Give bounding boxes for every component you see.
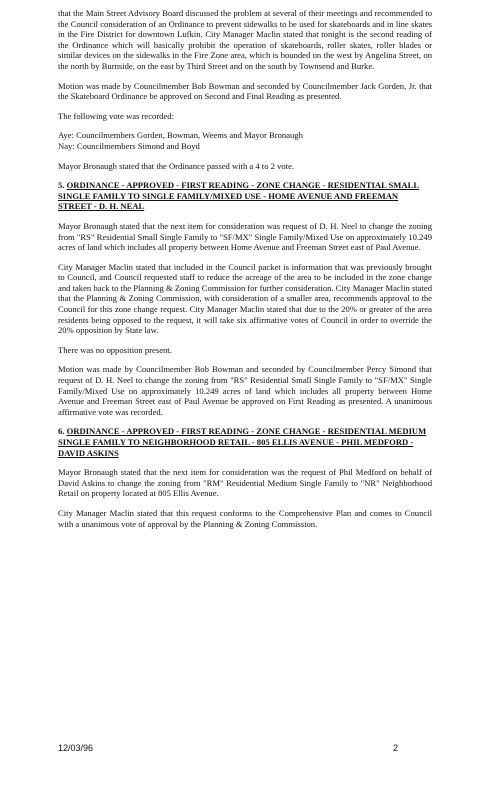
section-number: 6. <box>58 426 65 437</box>
vote-nays: Nay: Councilmembers Simond and Boyd <box>58 140 200 151</box>
page-footer <box>58 743 398 753</box>
vote-ayes: Aye: Councilmembers Gorden, Bowman, Weems and Mayor Bronaugh <box>58 130 303 141</box>
paragraph-maclin-medford: City Manager Maclin stated that this request conforms to the Comprehensive Plan and comes to Council with a unanimous vote of approval by the Planning & Zoning Commission. <box>58 507 432 529</box>
section-heading-6 <box>58 426 432 458</box>
paragraph-medford-request: Mayor Bronaugh stated that the next item for consideration was the request of Phil Medford on behalf of David Askins to change the zoning from "RM" Residential Medium Single Family to "NR" Neighborhood Retail on property located at 805 Ellis Avenue. <box>58 467 432 499</box>
footer-date: 12/03/96 <box>58 743 94 753</box>
section-heading-5 <box>58 180 432 212</box>
section-title: ORDINANCE - APPROVED - FIRST READING - ZONE CHANGE - RESIDENTIAL SMALL SINGLE FAMILY TO SINGLE FAMILY/MIXED USE - HOME AVENUE AND FREEMAN STREET - D. H. NEAL <box>58 180 420 212</box>
page-number: 2 <box>392 743 398 753</box>
paragraph-vote-intro: The following vote was recorded: <box>58 110 174 121</box>
paragraph-motion-skateboard: Motion was made by Councilmember Bob Bowman and seconded by Councilmember Jack Gorden, Jr. that the Skateboard Ordinance be approved on Second and Final Reading as presented. <box>58 80 432 102</box>
section-number: 5. <box>58 180 65 191</box>
paragraph-no-opposition: There was no opposition present. <box>58 344 172 355</box>
section-title: ORDINANCE - APPROVED - FIRST READING - ZONE CHANGE - RESIDENTIAL MEDIUM SINGLE FAMILY TO NEIGHBORHOOD RETAIL - 805 ELLIS AVENUE - PHIL MEDFORD - DAVID ASKINS <box>58 426 427 458</box>
paragraph-neel-request: Mayor Bronaugh stated that the next item for consideration was request of D. H. Neel to change the zoning from "RS" Residential Small Single Family to "SF/MX" Single Family/Mixed Use on approximately 10.249 acres of land which includes all property between Home Avenue and Freeman Street east of Paul Avenue. <box>58 220 432 253</box>
paragraph-skateboard-intro: that the Main Street Advisory Board discussed the problem at several of their meetings and recommended to the Council consideration of an Ordinance to prevent sidewalks to be used for skateboards and in line skates in the Fire District for downtown Lufkin. City Manager Maclin stated that tonight is the second reading of the Ordinance which will basically prohibit the operation of skateboards, roller skates, roller blades or similar devices on the sidewalks in the Fire Zone area, which is bounded on the west by Angelina Street, on the north by Burnside, on the east by Third Street and on the south by Townsend and Burke. <box>58 8 432 71</box>
paragraph-maclin-neel: City Manager Maclin stated that included in the Council packet is information that was previously brought to Council, and Council requested staff to reduce the acreage of the area to be included in the zone change and taken back to the Planning & Zoning Commission for further consideration. City Manager Maclin stated that the Planning & Zoning Commission, with consideration of a smaller area, recommends approval to the Council for this zone change request. City Manager Maclin stated that due to the 20% or greater of the area residents being opposed to the request, it will take six affirmative votes of Council in order to override the 20% opposition by State law. <box>58 261 432 336</box>
paragraph-motion-neel: Motion was made by Councilmember Bob Bowman and seconded by Councilmember Percy Simond that request of D. H. Neel to change the zoning from "RS" Residential Small Single Family to "SF/MX" Single Family/Mixed Use on approximately 10.249 acres of land which includes all property between Home Avenue and Freeman Street east of Paul Avenue be approved on First Reading as presented. A unanimous affirmative vote was recorded. <box>58 364 432 417</box>
paragraph-vote-result: Mayor Bronaugh stated that the Ordinance passed with a 4 to 2 vote. <box>58 160 295 171</box>
